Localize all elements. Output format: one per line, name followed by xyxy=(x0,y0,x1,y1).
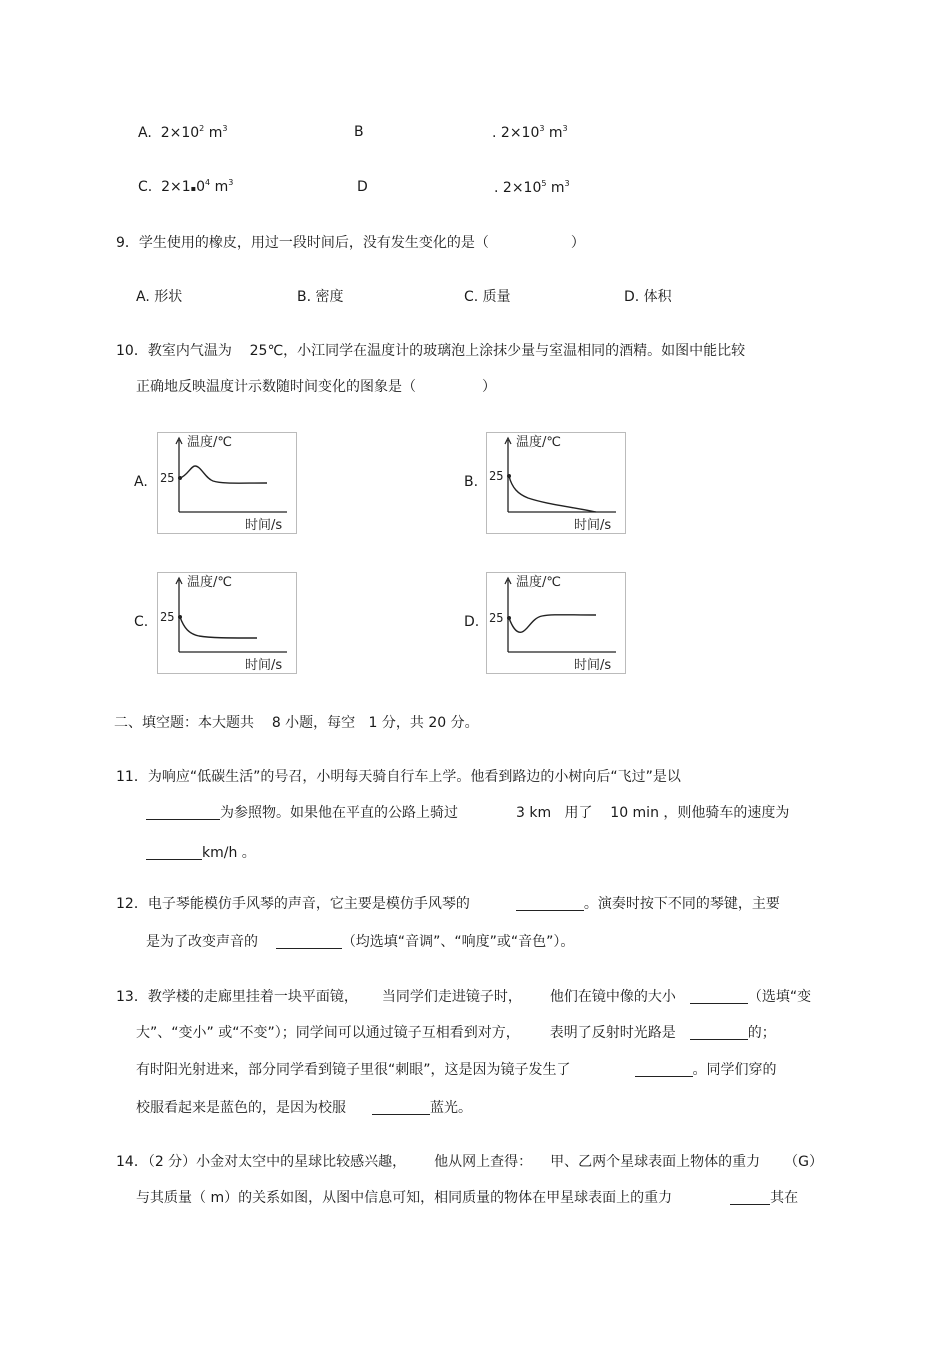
q8-option-c-label: C. xyxy=(138,179,153,195)
q13-line2: 大”、“变小” 或“不变”）；同学间可以通过镜子互相看到对方， 表明了反射时光路是 的； xyxy=(136,1025,776,1041)
q12-blank-1[interactable] xyxy=(516,896,584,911)
q9-option-c: C. 质量 xyxy=(464,289,511,305)
q13-blank-2[interactable] xyxy=(690,1025,748,1040)
q11-line1: 11．为响应“低碳生活”的号召，小明每天骑自行车上学。他看到路边的小树向后“飞过”是以 xyxy=(116,769,681,785)
q11-line2: 为参照物。如果他在平直的公路上骑过 3 km 用了 10 min ，则他骑车的速度为 xyxy=(146,802,789,822)
q8-option-b-label: B xyxy=(354,124,364,140)
q10-line1: 10．教室内气温为 25℃，小江同学在温度计的玻璃泡上涂抹少量与室温相同的酒精。如图中能比较 xyxy=(116,343,746,359)
q13-line3: 有时阳光射进来，部分同学看到镜子里很“刺眼”，这是因为镜子发生了 。同学们穿的 xyxy=(136,1062,777,1078)
q14-blank-1[interactable] xyxy=(730,1190,770,1205)
graph-b-y-label: 温度/℃ xyxy=(516,435,561,450)
q12-blank-2[interactable] xyxy=(276,934,342,949)
graph-c-y-tick: 25 xyxy=(160,610,175,624)
q13-line4: 校服看起来是蓝色的，是因为校服 蓝光。 xyxy=(136,1100,472,1116)
q8-option-b: . $2\times 10^3$ $m^3$ xyxy=(492,124,568,141)
q11-line3: km/h 。 xyxy=(146,842,256,862)
q14-line1: 14．（2 分）小金对太空中的星球比较感兴趣， 他从网上查得： 甲、乙两个星球表面上物体的重力 （G） xyxy=(116,1154,824,1170)
graph-a-y-label: 温度/℃ xyxy=(187,435,232,450)
graph-a-label: A. xyxy=(134,474,148,490)
q8-option-a-label: A. xyxy=(138,125,152,141)
q8-option-d: . $2\times 10^5$ $m^3$ xyxy=(494,179,570,196)
q13-line1: 13．教学楼的走廊里挂着一块平面镜， 当同学们走进镜子时， 他们在镜中像的大小 （选填“变 xyxy=(116,989,812,1005)
q12-line1: 12．电子琴能模仿手风琴的声音，它主要是模仿手风琴的 。演奏时按下不同的琴键，主要 xyxy=(116,896,780,912)
graph-d-y-tick: 25 xyxy=(489,611,504,625)
graph-a xyxy=(157,432,297,534)
q9-option-a: A. 形状 xyxy=(136,289,183,305)
q8-option-c: C. $2\times 1▪0^4$ $m^3$ xyxy=(138,178,234,195)
q9-option-d: D. 体积 xyxy=(624,289,672,305)
graph-c-y-label: 温度/℃ xyxy=(187,575,232,590)
graph-b xyxy=(486,432,626,534)
graph-a-x-label: 时间/s xyxy=(245,518,283,533)
q14-line2: 与其质量（ m）的关系如图，从图中信息可知，相同质量的物体在甲星球表面上的重力 其在 xyxy=(136,1190,799,1206)
q8-option-a: A. $2\times 10^2$ $m^3$ xyxy=(138,124,228,141)
q11-blank-1[interactable] xyxy=(146,805,220,820)
section2-heading: 二、填空题：本大题共 8 小题，每空 1 分，共 20 分。 xyxy=(114,715,479,731)
graph-d xyxy=(486,572,626,674)
graph-b-y-tick: 25 xyxy=(489,469,504,483)
q8-option-d-label: D xyxy=(357,179,368,195)
q11-blank-2[interactable] xyxy=(146,845,202,860)
q12-line2: 是为了改变声音的 （均选填“音调”、“响度”或“音色”）。 xyxy=(146,934,575,950)
graph-a-y-tick: 25 xyxy=(160,471,175,485)
q13-blank-4[interactable] xyxy=(372,1100,430,1115)
graph-d-label: D. xyxy=(464,614,480,630)
q13-blank-1[interactable] xyxy=(690,989,748,1004)
q9-option-b: B. 密度 xyxy=(297,289,344,305)
graph-d-y-label: 温度/℃ xyxy=(516,575,561,590)
graph-c-x-label: 时间/s xyxy=(245,658,283,673)
graph-c-label: C. xyxy=(134,614,149,630)
graph-d-x-label: 时间/s xyxy=(574,658,612,673)
q13-blank-3[interactable] xyxy=(635,1062,693,1077)
graph-b-x-label: 时间/s xyxy=(574,518,612,533)
graph-b-label: B. xyxy=(464,474,479,490)
q10-line2: 正确地反映温度计示数随时间变化的图象是（ ） xyxy=(136,379,496,395)
graph-c xyxy=(157,572,297,674)
q9-stem: 9．学生使用的橡皮，用过一段时间后，没有发生变化的是（ ） xyxy=(116,235,585,251)
